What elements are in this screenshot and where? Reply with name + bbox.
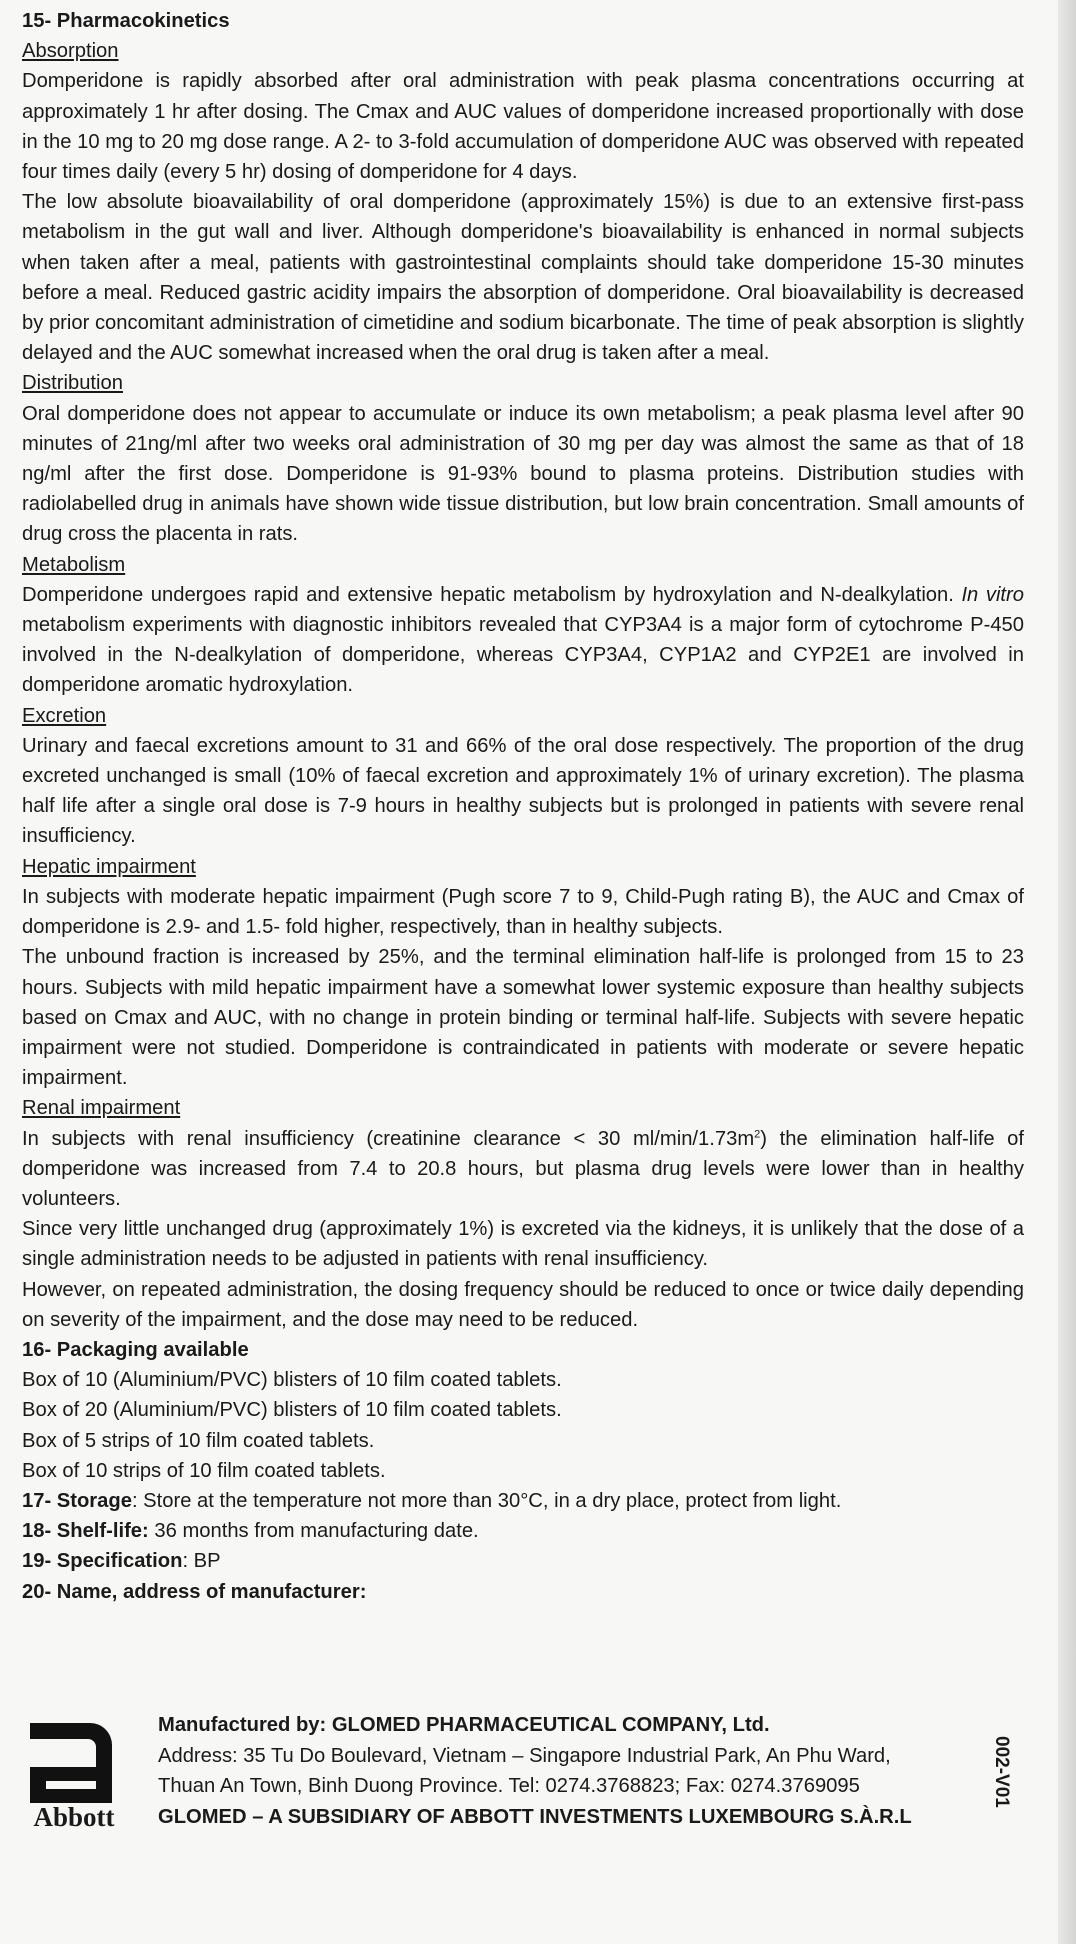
renal-paragraph-2: Since very little unchanged drug (approximately 1%) is excreted via the kidneys, it is unlikely that the dose of a single administration needs to be adjusted in patients with renal insufficiency. bbox=[22, 1218, 1024, 1271]
hepatic-paragraph-1: In subjects with moderate hepatic impairment (Pugh score 7 to 9, Child-Pugh rating B), the AUC and Cmax of domperidone is 2.9- and 1.5- fold higher, respectively, than in healthy subjects. bbox=[22, 885, 1024, 939]
renal-paragraph-3: However, on repeated administration, the dosing frequency should be reduced to once or twice daily depending on severity of the impairment, and the dose may need to be reduced. bbox=[22, 1278, 1024, 1331]
shelf-life-label: 18- Shelf-life: bbox=[22, 1520, 149, 1543]
absorption-title: Absorption bbox=[22, 40, 119, 63]
metabolism-title: Metabolism bbox=[22, 553, 126, 576]
metabolism-text-b: metabolism experiments with diagnostic inhibitors revealed that CYP3A4 is a major form of cytochrome P-450 involved in the N-dealkylation of domperidone, whereas CYP3A4, CYP1A2 and CYP2E1 are involved in domperidone aromatic hydroxylation. bbox=[22, 614, 1024, 697]
hepatic-paragraph-2: The unbound fraction is increased by 25%, and the terminal elimination half-life is prolonged from 15 to 23 hours. Subjects with mild hepatic impairment have a somewhat lower systemic exposure than healthy subjects based on Cmax and AUC, with no change in protein binding or terminal half-life. Subjects with severe hepatic impairment were not studied. Domperidone is contraindicated in patients with moderate or severe hepatic impairment. bbox=[22, 946, 1024, 1090]
manufacturer-address: Address: 35 Tu Do Boulevard, Vietnam – Singapore Industrial Park, An Phu Ward, bbox=[158, 1744, 891, 1767]
specification-text: : BP bbox=[182, 1550, 221, 1573]
renal-paragraph-1 bbox=[22, 1124, 1024, 1215]
manufacturer-block bbox=[158, 1710, 998, 1832]
renal-text-b: ) the elimination half-life of domperidone was increased from 7.4 to 20.8 hours, but plasma drug levels were lower than in healthy volunteers. bbox=[22, 1127, 1025, 1210]
shelf-life-text: 36 months from manufacturing date. bbox=[148, 1520, 479, 1543]
shelf-life-line bbox=[22, 1516, 1024, 1546]
packaging-heading: 16- Packaging available bbox=[22, 1338, 249, 1361]
subsidiary-line: GLOMED – A SUBSIDIARY OF ABBOTT INVESTMENTS LUXEMBOURG S.À.R.L bbox=[158, 1805, 912, 1828]
distribution-title: Distribution bbox=[22, 372, 123, 395]
manufacturer-footer bbox=[22, 1702, 1032, 1842]
document-code: 002-V01 bbox=[991, 1736, 1012, 1808]
excretion-paragraph: Urinary and faecal excretions amount to 31 and 66% of the oral dose respectively. The proportion of the drug excreted unchanged is small (10% of faecal excretion and approximately 1% of urinary excretion). The plasma half life after a single oral dose is 7-9 hours in healthy subjects but is prolonged in patients with severe renal insufficiency. bbox=[22, 734, 1024, 848]
renal-superscript: 2 bbox=[754, 1127, 761, 1140]
metabolism-text-a: Domperidone undergoes rapid and extensive hepatic metabolism by hydroxylation and N-dealkylation. bbox=[22, 583, 962, 606]
packaging-item: Box of 5 strips of 10 film coated tablets. bbox=[22, 1429, 375, 1452]
manufacturer-heading: 20- Name, address of manufacturer: bbox=[22, 1580, 367, 1603]
metabolism-in-vitro: In vitro bbox=[961, 583, 1024, 606]
specification-label: 19- Specification bbox=[22, 1550, 183, 1573]
hepatic-impairment-title: Hepatic impairment bbox=[22, 855, 196, 878]
manufactured-by: Manufactured by: GLOMED PHARMACEUTICAL COMPANY, Ltd. bbox=[158, 1714, 770, 1736]
distribution-paragraph: Oral domperidone does not appear to accumulate or induce its own metabolism; a peak plasma level after 90 minutes of 21ng/ml after two weeks oral administration of 30 mg per day was almost the same as that of 18 ng/ml after the first dose. Domperidone is 91-93% bound to plasma proteins. Distribution studies with radiolabelled drug in animals have shown wide tissue distribution, but low brain concentration. Small amounts of drug cross the placenta in rats. bbox=[22, 402, 1024, 546]
metabolism-paragraph bbox=[22, 580, 1024, 701]
leaflet-text bbox=[22, 6, 1024, 1607]
manufacturer-contact: Thuan An Town, Binh Duong Province. Tel: 0274.3768823; Fax: 0274.3769095 bbox=[158, 1775, 860, 1797]
paper-edge bbox=[1058, 0, 1076, 1944]
absorption-paragraph-2: The low absolute bioavailability of oral domperidone (approximately 15%) is due to an extensive first-pass metabolism in the gut wall and liver. Although domperidone's bioavailability is enhanced in normal subjects when taken after a meal, patients with gastrointestinal complaints should take domperidone 15-30 minutes before a meal. Reduced gastric acidity impairs the absorption of domperidone. Oral bioavailability is decreased by prior concomitant administration of cimetidine and sodium bicarbonate. The time of peak absorption is slightly delayed and the AUC somewhat increased when the oral drug is taken after a meal. bbox=[22, 191, 1024, 365]
renal-text-a: In subjects with renal insufficiency (creatinine clearance < 30 ml/min/1.73m bbox=[22, 1127, 755, 1150]
specification-line bbox=[22, 1546, 1024, 1576]
storage-line bbox=[22, 1486, 1024, 1516]
excretion-title: Excretion bbox=[22, 704, 107, 727]
pharmacokinetics-heading: 15- Pharmacokinetics bbox=[22, 10, 230, 32]
packaging-item: Box of 10 (Aluminium/PVC) blisters of 10 film coated tablets. bbox=[22, 1369, 562, 1392]
packaging-item: Box of 10 strips of 10 film coated tablets. bbox=[22, 1459, 386, 1482]
abbott-logo-text: Abbott bbox=[33, 1802, 115, 1832]
renal-impairment-title: Renal impairment bbox=[22, 1097, 181, 1120]
storage-text: : Store at the temperature not more than 30°C, in a dry place, protect from light. bbox=[131, 1489, 842, 1512]
packaging-item: Box of 20 (Aluminium/PVC) blisters of 10 film coated tablets. bbox=[22, 1399, 562, 1422]
absorption-paragraph-1: Domperidone is rapidly absorbed after oral administration with peak plasma concentrations occurring at approximately 1 hr after dosing. The Cmax and AUC values of domperidone increased proportionally with dose in the 10 mg to 20 mg dose range. A 2- to 3-fold accumulation of domperidone AUC was observed with repeated four times daily (every 5 hr) dosing of domperidone for 4 days. bbox=[22, 70, 1024, 184]
storage-label: 17- Storage bbox=[22, 1489, 132, 1512]
